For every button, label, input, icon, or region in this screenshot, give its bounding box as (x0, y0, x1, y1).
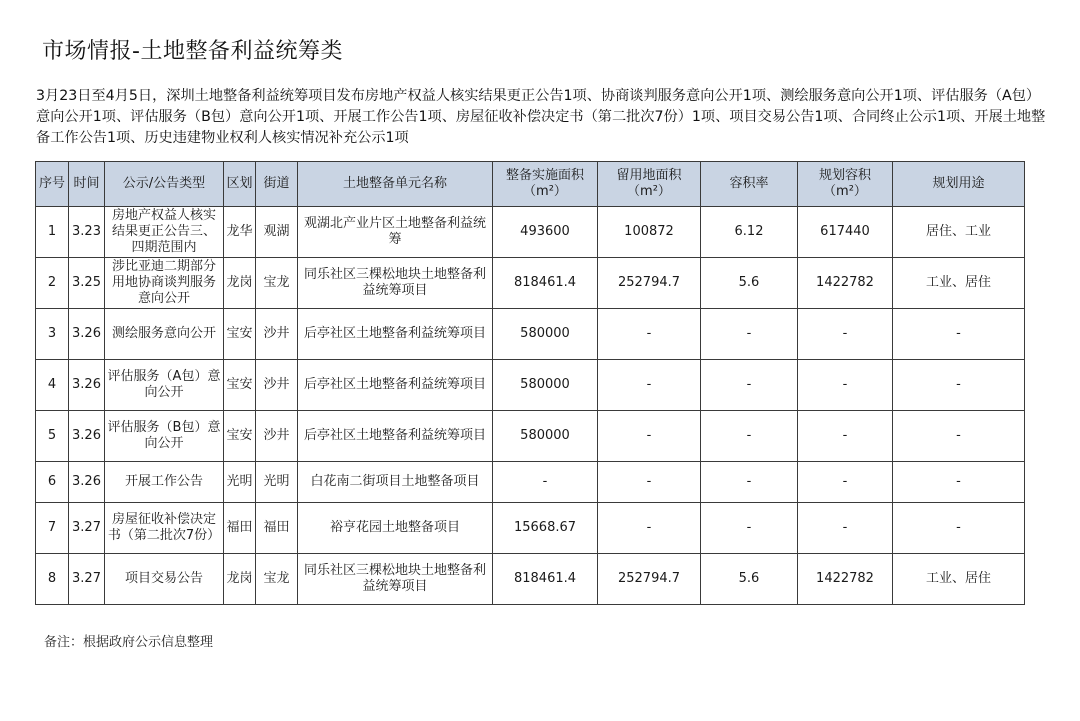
row-notice-type: 房地产权益人核实结果更正公告三、四期范围内 (105, 207, 224, 258)
row-district: 龙岗 (224, 258, 256, 309)
table-row (36, 462, 1025, 503)
row-index: 3 (36, 309, 69, 360)
row-street: 福田 (256, 503, 298, 554)
footnote: 备注：根据政府公示信息整理 (44, 635, 214, 650)
header-cell: 序号 (36, 162, 69, 207)
row-district: 福田 (224, 503, 256, 554)
row-planned-use: 工业、居住 (893, 554, 1025, 605)
row-planned-use: - (893, 462, 1025, 503)
header-cell: 规划用途 (893, 162, 1025, 207)
row-date: 3.26 (69, 462, 105, 503)
row-plot-ratio: - (701, 503, 798, 554)
row-district: 龙华 (224, 207, 256, 258)
table-row (36, 411, 1025, 462)
table-row (36, 503, 1025, 554)
row-date: 3.27 (69, 554, 105, 605)
row-area: 580000 (493, 411, 598, 462)
row-unit-name: 观湖北产业片区土地整备利益统筹 (298, 207, 493, 258)
table-header-row (36, 162, 1025, 207)
header-cell: 公示/公告类型 (105, 162, 224, 207)
row-planned-use: 居住、工业 (893, 207, 1025, 258)
row-reserved-area: - (598, 462, 701, 503)
row-area: - (493, 462, 598, 503)
table-row (36, 207, 1025, 258)
row-planned-capacity: - (798, 503, 893, 554)
row-unit-name: 白花南二街项目土地整备项目 (298, 462, 493, 503)
row-reserved-area: 252794.7 (598, 258, 701, 309)
table-row (36, 360, 1025, 411)
header-cell: 土地整备单元名称 (298, 162, 493, 207)
row-reserved-area: - (598, 503, 701, 554)
row-index: 1 (36, 207, 69, 258)
row-area: 493600 (493, 207, 598, 258)
row-date: 3.27 (69, 503, 105, 554)
row-reserved-area: - (598, 411, 701, 462)
row-planned-use: - (893, 360, 1025, 411)
row-planned-use: 工业、居住 (893, 258, 1025, 309)
row-notice-type: 测绘服务意向公开 (105, 309, 224, 360)
row-date: 3.25 (69, 258, 105, 309)
row-planned-capacity: 1422782 (798, 554, 893, 605)
header-cell: 街道 (256, 162, 298, 207)
row-district: 宝安 (224, 309, 256, 360)
row-unit-name: 后亭社区土地整备利益统筹项目 (298, 411, 493, 462)
table-row (36, 258, 1025, 309)
row-notice-type: 房屋征收补偿决定书（第二批次7份） (105, 503, 224, 554)
row-planned-capacity: 1422782 (798, 258, 893, 309)
row-index: 4 (36, 360, 69, 411)
row-street: 宝龙 (256, 554, 298, 605)
row-plot-ratio: - (701, 411, 798, 462)
row-area: 15668.67 (493, 503, 598, 554)
row-district: 宝安 (224, 411, 256, 462)
row-reserved-area: 252794.7 (598, 554, 701, 605)
row-notice-type: 涉比亚迪二期部分用地协商谈判服务意向公开 (105, 258, 224, 309)
row-date: 3.23 (69, 207, 105, 258)
row-reserved-area: - (598, 309, 701, 360)
header-cell: 区划 (224, 162, 256, 207)
row-planned-capacity: - (798, 360, 893, 411)
row-index: 8 (36, 554, 69, 605)
row-reserved-area: - (598, 360, 701, 411)
row-date: 3.26 (69, 309, 105, 360)
row-street: 沙井 (256, 360, 298, 411)
row-index: 6 (36, 462, 69, 503)
row-planned-capacity: - (798, 411, 893, 462)
row-unit-name: 裕亨花园土地整备项目 (298, 503, 493, 554)
header-cell: 时间 (69, 162, 105, 207)
row-planned-use: - (893, 503, 1025, 554)
row-plot-ratio: - (701, 309, 798, 360)
header-cell: 容积率 (701, 162, 798, 207)
row-unit-name: 同乐社区三棵松地块土地整备利益统筹项目 (298, 554, 493, 605)
row-plot-ratio: 5.6 (701, 554, 798, 605)
row-reserved-area: 100872 (598, 207, 701, 258)
row-street: 观湖 (256, 207, 298, 258)
row-street: 沙井 (256, 309, 298, 360)
land-consolidation-table (35, 161, 1025, 605)
page-title: 市场情报-土地整备利益统筹类 (42, 39, 343, 64)
header-cell: 规划容积 （m²） (798, 162, 893, 207)
row-street: 宝龙 (256, 258, 298, 309)
row-district: 龙岗 (224, 554, 256, 605)
table-row (36, 309, 1025, 360)
header-cell: 整备实施面积 （m²） (493, 162, 598, 207)
row-index: 7 (36, 503, 69, 554)
row-plot-ratio: 6.12 (701, 207, 798, 258)
row-index: 5 (36, 411, 69, 462)
row-area: 818461.4 (493, 258, 598, 309)
row-date: 3.26 (69, 360, 105, 411)
table-row (36, 554, 1025, 605)
row-plot-ratio: - (701, 462, 798, 503)
row-planned-capacity: 617440 (798, 207, 893, 258)
row-notice-type: 评估服务（A包）意向公开 (105, 360, 224, 411)
row-date: 3.26 (69, 411, 105, 462)
row-plot-ratio: 5.6 (701, 258, 798, 309)
row-notice-type: 项目交易公告 (105, 554, 224, 605)
header-cell: 留用地面积 （m²） (598, 162, 701, 207)
row-planned-use: - (893, 309, 1025, 360)
row-plot-ratio: - (701, 360, 798, 411)
row-notice-type: 开展工作公告 (105, 462, 224, 503)
row-unit-name: 后亭社区土地整备利益统筹项目 (298, 360, 493, 411)
row-district: 宝安 (224, 360, 256, 411)
row-planned-capacity: - (798, 462, 893, 503)
row-area: 580000 (493, 309, 598, 360)
row-planned-use: - (893, 411, 1025, 462)
row-unit-name: 后亭社区土地整备利益统筹项目 (298, 309, 493, 360)
summary-paragraph: 3月23日至4月5日，深圳土地整备利益统筹项目发布房地产权益人核实结果更正公告1项、协商谈判服务意向公开1项、测绘服务意向公开1项、评估服务（A包）意向公开1项、评估服务（B包）意向公开1项、开展工作公告1项、房屋征收补偿决定书（第二批次7份）1项、项目交易公告1项、合同终止公示1项、开展土地整备工作公告1项、历史违建物业权利人核实情况补充公示1项 (36, 88, 1046, 146)
row-street: 沙井 (256, 411, 298, 462)
row-street: 光明 (256, 462, 298, 503)
row-district: 光明 (224, 462, 256, 503)
row-index: 2 (36, 258, 69, 309)
row-notice-type: 评估服务（B包）意向公开 (105, 411, 224, 462)
row-unit-name: 同乐社区三棵松地块土地整备利益统筹项目 (298, 258, 493, 309)
row-area: 580000 (493, 360, 598, 411)
row-area: 818461.4 (493, 554, 598, 605)
row-planned-capacity: - (798, 309, 893, 360)
